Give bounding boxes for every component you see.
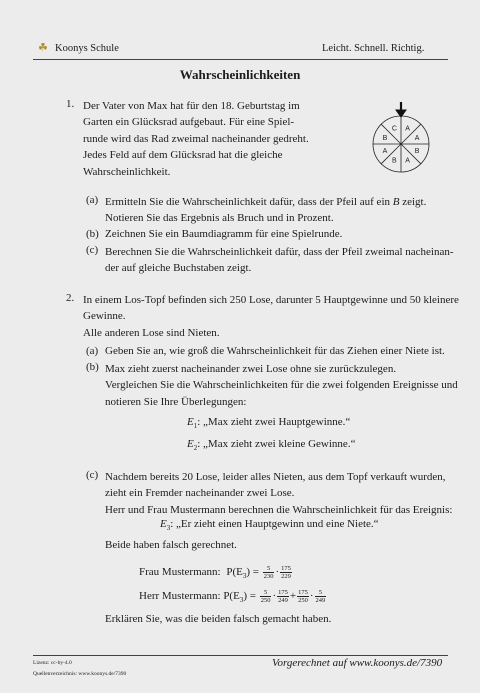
koonys-link[interactable]: Vorgerechnet auf www.koonys.de/7390 <box>272 657 443 669</box>
task1a-line1-pre: Ermitteln Sie die Wahrscheinlichkeit dafür, dass der Pfeil auf ein <box>105 196 390 208</box>
p-close: ) = <box>246 566 259 578</box>
task2b-line1: Max zieht zuerst nacheinander zwei Lose ohne sie zurückzulegen. <box>105 363 397 375</box>
task1-line: Wahrscheinlichkeit. <box>83 165 171 178</box>
denominator: 230 <box>263 572 274 580</box>
e2-subscript: 2 <box>193 444 198 453</box>
formula-frau <box>139 564 293 584</box>
denominator: 249 <box>315 596 326 604</box>
task2c-line4: Beide haben falsch gerechnet. <box>105 539 237 551</box>
task1a-line2: Notieren Sie das Ergebnis als Bruch und in Prozent. <box>105 212 334 225</box>
dot-operator: · <box>275 566 280 578</box>
e3-subscript: 3 <box>166 524 171 533</box>
frau-label: Frau Mustermann: <box>139 566 221 578</box>
e3-symbol: E <box>160 518 167 530</box>
footer-rule <box>33 655 448 656</box>
task1-text <box>83 98 309 180</box>
fraction <box>263 565 275 580</box>
slogan: Leicht. Schnell. Richtig. <box>322 43 425 54</box>
p-symbol: P(E <box>226 566 243 578</box>
task1a-text <box>105 194 426 227</box>
event-e2: $E_2$: „Max zieht zwei kleine Gewinne.“ <box>187 438 356 453</box>
p-subscript: 3 <box>242 572 247 581</box>
e2-symbol: E <box>187 438 194 450</box>
p-symbol: P(E <box>223 590 240 602</box>
numerator: 5 <box>315 589 327 597</box>
task2c-line3: Herr und Frau Mustermann berechnen die Wahrscheinlichkeit für das Ereignis: <box>105 503 453 516</box>
wheel-sector-label: B <box>414 148 420 156</box>
wheel-sector-label: B <box>392 157 397 165</box>
wheel-sector-label: C <box>391 125 397 133</box>
task2-line1: In einem Los-Topf befinden sich 250 Lose, darunter 5 Hauptgewinne und 50 kleinere <box>83 294 459 306</box>
logo-icon: ☘ <box>38 42 48 54</box>
task2a-text: Geben Sie an, wie groß die Wahrscheinlichkeit für das Ziehen einer Niete ist. <box>105 345 445 357</box>
task2c-line1: Nachdem bereits 20 Lose, leider alles Nieten, aus dem Topf verkauft wurden, <box>105 471 446 483</box>
task1c-line2: der auf gleiche Buchstaben zeigt. <box>105 262 252 275</box>
task1-line: Jedes Feld auf dem Glücksrad hat die gleiche <box>83 149 283 162</box>
task1b-text: Zeichnen Sie ein Baumdiagramm für eine Spielrunde. <box>105 228 343 240</box>
numerator: 175 <box>281 564 291 572</box>
wheel-sector-label: A <box>382 148 388 156</box>
e1-symbol: E <box>187 416 194 428</box>
wheel-of-fortune <box>364 100 438 174</box>
task2b-label: (b) <box>86 361 99 373</box>
numerator: 5 <box>263 565 275 573</box>
denominator: 250 <box>298 596 308 604</box>
task2b-line2: Vergleichen Sie die Wahrscheinlichkeiten für die zwei folgenden Ereignisse und <box>105 379 458 392</box>
page-title: Wahrscheinlichkeiten <box>179 67 301 82</box>
task2-number: 2. <box>66 292 75 304</box>
task1c-label: (c) <box>86 244 99 256</box>
denominator: 229 <box>281 572 291 580</box>
numerator: 175 <box>298 588 308 596</box>
task2c-label: (c) <box>86 469 99 481</box>
p-subscript: 3 <box>239 596 244 605</box>
fraction <box>260 589 272 604</box>
license-text: Lizenz: cc-by-4.0 <box>33 660 72 666</box>
fraction <box>297 589 309 604</box>
task2c-line2: zieht ein Fremder nacheinander zwei Lose. <box>105 487 295 500</box>
formula-herr <box>139 588 327 608</box>
event-e3: $E_3$: „Er zieht einen Hauptgewinn und eine Niete.“ <box>160 518 379 533</box>
plus-operator: + <box>289 590 297 602</box>
fraction <box>315 589 327 604</box>
task1-line: runde wird das Rad zweimal nacheinander gedreht. <box>83 132 309 145</box>
wheel-sector-label: A <box>414 134 420 142</box>
task1-line: Garten ein Glücksrad aufgebaut. Für eine Spiel- <box>83 116 295 129</box>
task1a-line1-post: zeigt. <box>402 196 427 208</box>
task1c-line1: Berechnen Sie die Wahrscheinlichkeit dafür, dass der Pfeil zweimal nacheinan- <box>105 246 454 258</box>
task1-line: Der Vater von Max hat für den 18. Geburtstag im <box>83 100 300 112</box>
wheel-pointer-arrow <box>396 102 406 117</box>
event-e1: $E_1$: „Max zieht zwei Hauptgewinne.“ <box>187 416 351 431</box>
numerator: 5 <box>260 589 272 597</box>
fraction <box>277 589 289 604</box>
p-close: ) = <box>243 590 256 602</box>
task2-text <box>83 292 459 341</box>
task2c-line5: Erklären Sie, was die beiden falsch gemacht haben. <box>105 613 332 625</box>
numerator: 175 <box>278 588 288 596</box>
task2b-text <box>105 361 458 410</box>
dot-operator: · <box>309 590 314 602</box>
letter-b: B <box>392 196 400 208</box>
task1b-label: (b) <box>86 228 99 240</box>
header-rule <box>33 59 448 60</box>
task2a-label: (a) <box>86 345 99 357</box>
e2-text: „Max zieht zwei kleine Gewinne.“ <box>203 438 356 450</box>
task2b-line3: notieren Sie Ihre Überlegungen: <box>105 395 247 408</box>
task2-line3: Alle anderen Lose sind Nieten. <box>83 326 220 339</box>
e3-text: „Er zieht einen Hauptgewinn und eine Niete.“ <box>176 518 379 530</box>
herr-label: Herr Mustermann: <box>139 590 221 602</box>
task2-line2: Gewinne. <box>83 310 126 323</box>
fraction <box>280 565 292 580</box>
wheel-sector-label: B <box>382 134 388 142</box>
task1c-text <box>105 244 454 277</box>
wheel-sector-label: A <box>405 157 410 165</box>
task1a-label: (a) <box>86 194 99 206</box>
dot-operator: · <box>272 590 277 602</box>
denominator: 250 <box>260 596 271 604</box>
task2c-text <box>105 469 452 518</box>
e1-subscript: 1 <box>193 422 198 431</box>
denominator: 249 <box>278 596 288 604</box>
school-name: Koonys Schule <box>55 43 119 54</box>
task1-number: 1. <box>66 98 75 110</box>
e1-text: „Max zieht zwei Hauptgewinne.“ <box>203 416 351 428</box>
source-text: Quellenverzeichnis: www.koonys.de/7390 <box>33 671 127 677</box>
wheel-sector-label: A <box>405 125 410 133</box>
